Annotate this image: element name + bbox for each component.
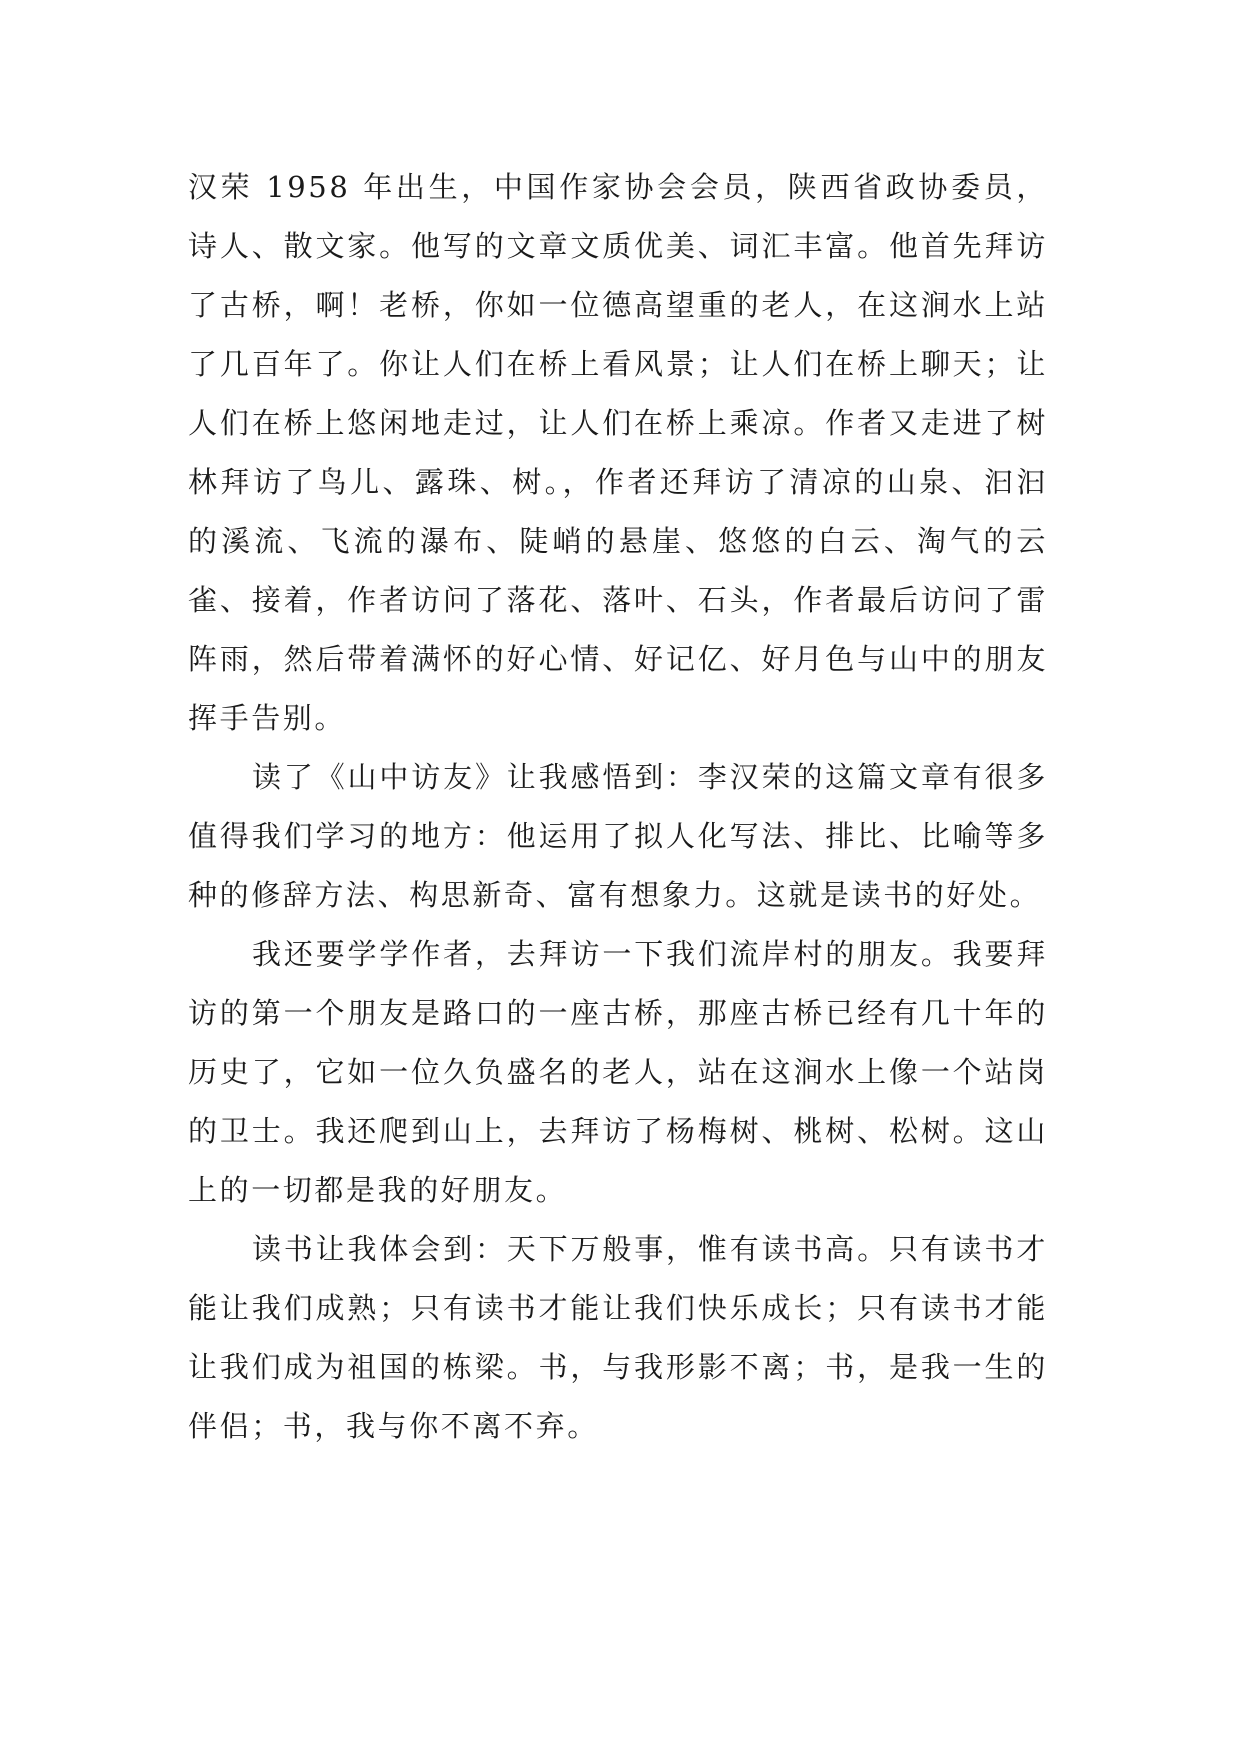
paragraph-1: 汉荣 1958 年出生，中国作家协会会员，陕西省政协委员，诗人、散文家。他写的文章文质优美、词汇丰富。他首先拜访了古桥，啊！老桥，你如一位德高望重的老人，在这涧水上站了几百年了。你让人们在桥上看风景；让人们在桥上聊天；让人们在桥上悠闲地走过，让人们在桥上乘凉。作者又走进了树林拜访了鸟儿、露珠、树。，作者还拜访了清凉的山泉、汩汩的溪流、飞流的瀑布、陡峭的悬崖、悠悠的白云、淘气的云雀、接着，作者访问了落花、落叶、石头，作者最后访问了雷阵雨，然后带着满怀的好心情、好记亿、好月色与山中的朋友挥手告别。: [188, 170, 1048, 735]
paragraph-2: 读了《山中访友》让我感悟到：李汉荣的这篇文章有很多值得我们学习的地方：他运用了拟人化写法、排比、比喻等多种的修辞方法、构思新奇、富有想象力。这就是读书的好处。: [188, 760, 1048, 912]
paragraph-4: 读书让我体会到：天下万般事，惟有读书高。只有读书才能让我们成熟；只有读书才能让我们快乐成长；只有读书才能让我们成为祖国的栋梁。书，与我形影不离；书，是我一生的伴侣；书，我与你不离不弃。: [188, 1232, 1048, 1443]
paragraph-3: 我还要学学作者，去拜访一下我们流岸村的朋友。我要拜访的第一个朋友是路口的一座古桥，那座古桥已经有几十年的历史了，它如一位久负盛名的老人，站在这涧水上像一个站岗的卫士。我还爬到山上，去拜访了杨梅树、桃树、松树。这山上的一切都是我的好朋友。: [188, 937, 1048, 1207]
document-body: [188, 158, 1048, 1456]
